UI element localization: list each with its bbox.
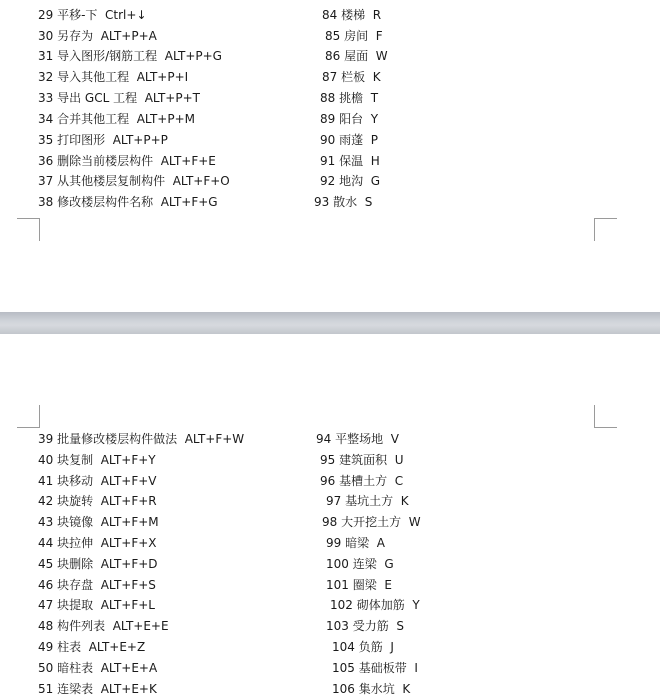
shortcut-line: 41 块移动 ALT+F+V: [38, 474, 157, 488]
crop-mark-top-left: [17, 405, 40, 428]
shortcut-line: 97 基坑土方 K: [326, 494, 409, 508]
shortcut-line: 87 栏板 K: [322, 70, 381, 84]
shortcut-line: 89 阳台 Y: [320, 112, 379, 126]
shortcut-line: 95 建筑面积 U: [320, 453, 404, 467]
shortcut-line: 105 基础板带 I: [332, 661, 418, 675]
shortcut-line: 31 导入图形/钢筋工程 ALT+P+G: [38, 49, 222, 63]
shortcut-line: 43 块镜像 ALT+F+M: [38, 515, 159, 529]
page-separator: [0, 312, 660, 334]
shortcut-line: 91 保温 H: [320, 154, 380, 168]
crop-mark-bottom-left: [17, 218, 40, 241]
shortcut-line: 86 屋面 W: [325, 49, 388, 63]
shortcut-line: 88 挑檐 T: [320, 91, 379, 105]
shortcut-line: 100 连梁 G: [326, 557, 394, 571]
shortcut-line: 44 块拉伸 ALT+F+X: [38, 536, 157, 550]
shortcut-line: 48 构件列表 ALT+E+E: [38, 619, 169, 633]
shortcut-line: 32 导入其他工程 ALT+P+I: [38, 70, 189, 84]
shortcut-line: 29 平移-下 Ctrl+↓: [38, 8, 147, 22]
shortcut-line: 85 房间 F: [325, 29, 383, 43]
shortcut-line: 35 打印图形 ALT+P+P: [38, 133, 168, 147]
shortcut-line: 101 圈梁 E: [326, 578, 392, 592]
shortcut-line: 38 修改楼层构件名称 ALT+F+G: [38, 195, 218, 209]
document-page-2: [0, 334, 660, 698]
document-page-1: [0, 0, 660, 312]
crop-mark-top-right: [594, 405, 617, 428]
shortcut-line: 51 连梁表 ALT+E+K: [38, 682, 157, 696]
shortcut-line: 46 块存盘 ALT+F+S: [38, 578, 156, 592]
shortcut-line: 102 砌体加筋 Y: [330, 598, 420, 612]
shortcut-line: 103 受力筋 S: [326, 619, 404, 633]
shortcut-line: 49 柱表 ALT+E+Z: [38, 640, 146, 654]
crop-mark-bottom-right: [594, 218, 617, 241]
shortcut-line: 104 负筋 J: [332, 640, 394, 654]
shortcut-line: 92 地沟 G: [320, 174, 381, 188]
shortcut-line: 33 导出 GCL 工程 ALT+P+T: [38, 91, 200, 105]
shortcut-line: 47 块提取 ALT+F+L: [38, 598, 155, 612]
shortcut-line: 45 块删除 ALT+F+D: [38, 557, 158, 571]
shortcut-line: 90 雨蓬 P: [320, 133, 378, 147]
shortcut-line: 37 从其他楼层复制构件 ALT+F+O: [38, 174, 230, 188]
shortcut-line: 42 块旋转 ALT+F+R: [38, 494, 157, 508]
shortcut-line: 36 删除当前楼层构件 ALT+F+E: [38, 154, 216, 168]
shortcut-line: 94 平整场地 V: [316, 432, 399, 446]
shortcut-line: 34 合并其他工程 ALT+P+M: [38, 112, 195, 126]
shortcut-line: 30 另存为 ALT+P+A: [38, 29, 157, 43]
shortcut-line: 84 楼梯 R: [322, 8, 382, 22]
shortcut-line: 98 大开挖土方 W: [322, 515, 421, 529]
shortcut-line: 50 暗柱表 ALT+E+A: [38, 661, 158, 675]
shortcut-line: 99 暗梁 A: [326, 536, 385, 550]
shortcut-line: 106 集水坑 K: [332, 682, 411, 696]
shortcut-line: 40 块复制 ALT+F+Y: [38, 453, 156, 467]
shortcut-line: 93 散水 S: [314, 195, 373, 209]
shortcut-line: 96 基槽土方 C: [320, 474, 404, 488]
shortcut-line: 39 批量修改楼层构件做法 ALT+F+W: [38, 432, 245, 446]
